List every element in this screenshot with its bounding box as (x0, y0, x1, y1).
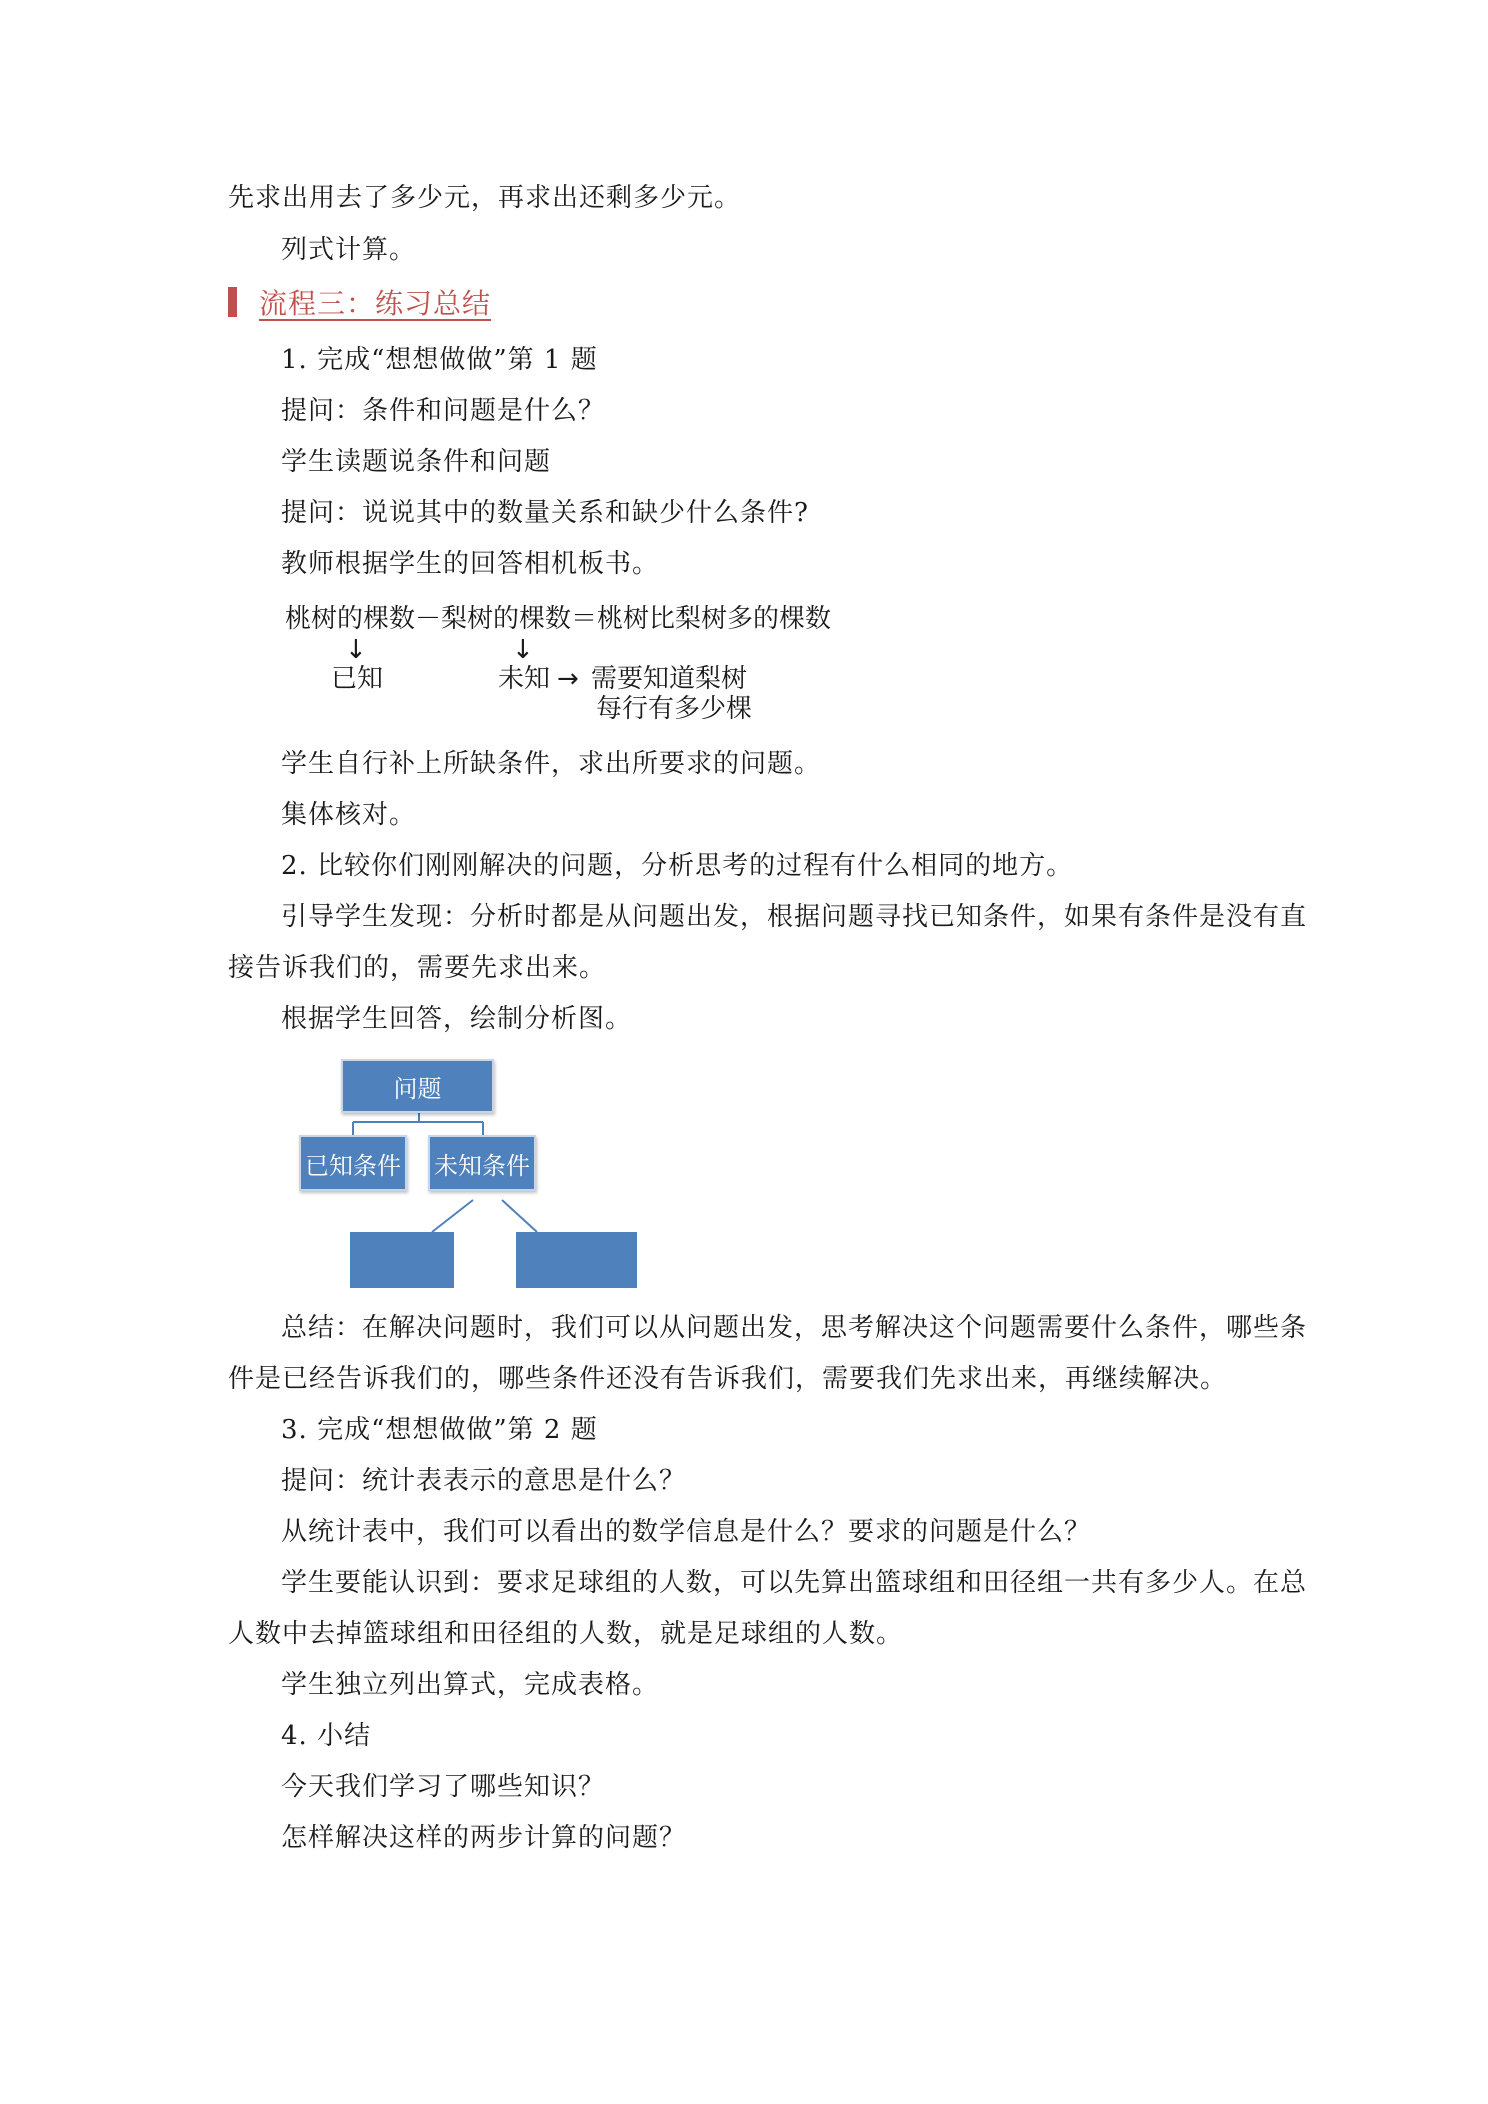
paragraph-line: 人数中去掉篮球组和田径组的人数，就是足球组的人数。 (228, 1619, 904, 1649)
paragraph-line: 总结：在解决问题时，我们可以从问题出发，思考解决这个问题需要什么条件，哪些条 (281, 1313, 1308, 1343)
formula-need-line1: 需要知道梨树 (591, 664, 748, 694)
paragraph-line: 学生读题说条件和问题 (281, 447, 552, 477)
paragraph-line: 1. 完成“想想做做”第 1 题 (281, 345, 598, 375)
formula-need-line2: 每行有多少棵 (596, 694, 753, 724)
paragraph-line: 今天我们学习了哪些知识？ (281, 1772, 606, 1802)
paragraph-line: 引导学生发现：分析时都是从问题出发，根据问题寻找已知条件，如果有条件是没有直 (281, 902, 1308, 932)
formula-expression: 桃树的棵数－梨树的棵数＝桃树比梨树多的棵数 (285, 604, 832, 634)
heading-text: 流程三：练习总结 (259, 287, 492, 320)
paragraph-line: 学生独立列出算式，完成表格。 (281, 1670, 660, 1700)
paragraph-line: 集体核对。 (281, 800, 417, 830)
paragraph-line: 2. 比较你们刚刚解决的问题，分析思考的过程有什么相同的地方。 (281, 851, 1074, 881)
paragraph-line: 提问：说说其中的数量关系和缺少什么条件? (281, 498, 809, 528)
paragraph-line: 先求出用去了多少元，再求出还剩多少元。 (228, 183, 742, 213)
diagram-leaf-box (516, 1232, 637, 1288)
paragraph-line: 根据学生回答，绘制分析图。 (281, 1004, 633, 1034)
paragraph-line: 列式计算。 (281, 235, 417, 265)
paragraph-line: 学生要能认识到：要求足球组的人数，可以先算出篮球组和田径组一共有多少人。在总 (281, 1568, 1308, 1598)
formula-known: 已知 (331, 664, 384, 694)
arrow-right-icon: → (557, 664, 579, 694)
paragraph-line: 3. 完成“想想做做”第 2 题 (281, 1415, 598, 1445)
diagram-root-box: 问题 (341, 1059, 494, 1113)
paragraph-line: 怎样解决这样的两步计算的问题？ (281, 1823, 687, 1853)
paragraph-line: 学生自行补上所缺条件，求出所要求的问题。 (281, 749, 822, 779)
diagram-leaf-box (350, 1232, 454, 1288)
paragraph-line: 接告诉我们的，需要先求出来。 (228, 953, 607, 983)
paragraph-line: 提问：条件和问题是什么？ (281, 396, 606, 426)
arrow-down-icon: ↓ (345, 635, 367, 665)
diagram-known-box: 已知条件 (299, 1135, 407, 1191)
paragraph-line: 从统计表中，我们可以看出的数学信息是什么？要求的问题是什么？ (281, 1517, 1092, 1547)
paragraph-line: 4. 小结 (281, 1721, 372, 1751)
formula-unknown: 未知 (498, 664, 551, 694)
diagram-unknown-box: 未知条件 (428, 1135, 536, 1191)
paragraph-line: 提问：统计表表示的意思是什么？ (281, 1466, 687, 1496)
arrow-down-icon: ↓ (512, 635, 534, 665)
paragraph-line: 教师根据学生的回答相机板书。 (281, 549, 660, 579)
paragraph-line: 件是已经告诉我们的，哪些条件还没有告诉我们，需要我们先求出来，再继续解决。 (228, 1364, 1228, 1394)
